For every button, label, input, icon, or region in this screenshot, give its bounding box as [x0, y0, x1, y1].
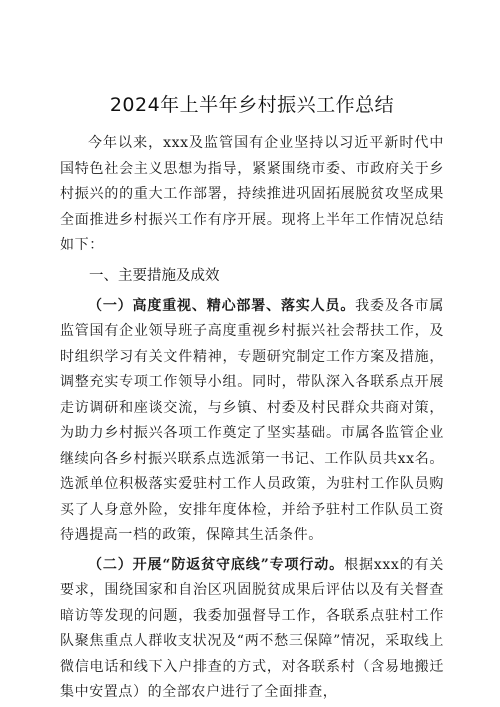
subsection-1-heading: （一）高度重视、精心部署、落实人员。	[88, 297, 356, 314]
subsection-1-paragraph	[60, 294, 444, 549]
subsection-2-heading: （二）开展“防返贫守底线”专项行动。	[88, 556, 345, 573]
subsection-2-paragraph	[60, 553, 444, 706]
section-heading: 一、主要措施及成效	[89, 267, 220, 284]
subsection-2-body: 根据xxx的有关要求，围绕国家和自治区巩固脱贫成果后评估以及有关督查暗访等发现的问题，我委加强督导工作，各联系点驻村工作队聚焦重点人群收支状况及“两不愁三保障”情况，采取线上微信电话和线下入户排查的方式，对各联系村（含易地搬迁集中安置点）的全部农户进行了全面排查，	[60, 556, 444, 700]
page-title: 2024年上半年乡村振兴工作总结	[109, 94, 395, 116]
intro-paragraph: 今年以来，xxx及监管国有企业坚持以习近平新时代中国特色社会主义思想为指导，紧紧围绕市委、市政府关于乡村振兴的的重大工作部署，持续推进巩固拓展脱贫攻坚成果全面推进乡村振兴工作有序开展。现将上半年工作情况总结如下：	[60, 135, 444, 253]
subsection-1-body: 我委及各市属监管国有企业领导班子高度重视乡村振兴社会帮扶工作，及时组织学习有关文件精神，专题研究制定工作方案及措施，调整充实专项工作领导小组。同时，带队深入各联系点开展走访调研和座谈交流，与乡镇、村委及村民群众共商对策，为助力乡村振兴各项工作奠定了坚实基础。市属各监管企业继续向各乡村振兴联系点选派第一书记、工作队员共xx名。选派单位积极落实爱驻村工作人员政策，为驻村工作队员购买了人身意外险，安排年度体检，并给予驻村工作队员工资待遇提高一档的政策，保障其生活条件。	[60, 297, 444, 543]
